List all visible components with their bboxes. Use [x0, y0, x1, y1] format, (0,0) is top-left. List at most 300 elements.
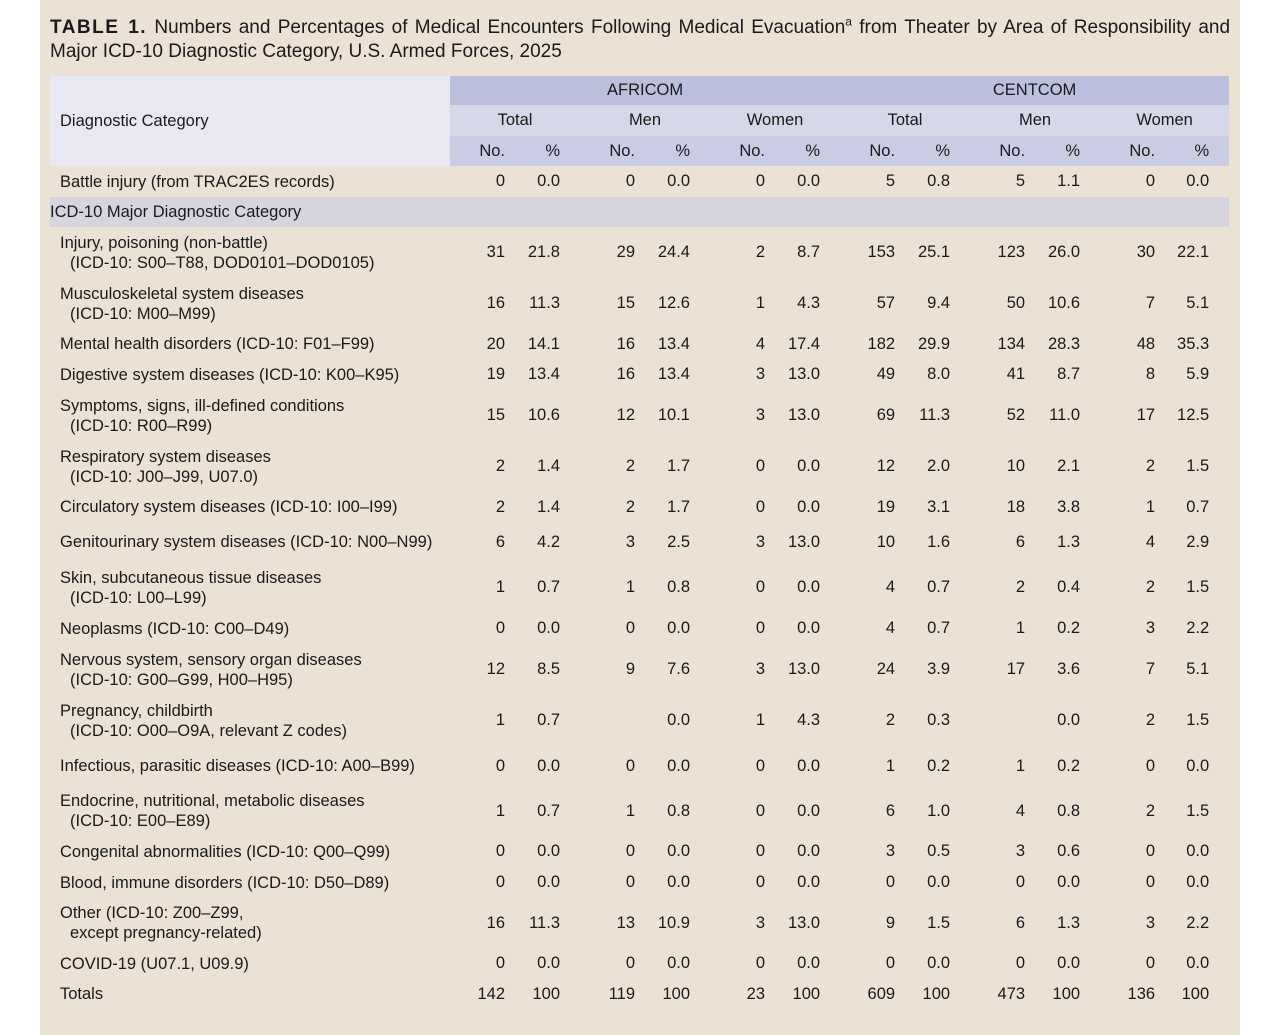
percent-cell: 1.5	[1186, 711, 1210, 729]
percent-cell: 0.0	[1186, 954, 1210, 972]
data-table	[50, 76, 1229, 1009]
percent-cell: 0.0	[927, 954, 951, 972]
percent-cell: 0.0	[667, 954, 690, 972]
percent-cell: 0.0	[927, 873, 951, 891]
no-header: No.	[580, 136, 635, 166]
percent-cell: 0.7	[537, 578, 560, 596]
percent-cell: 0.0	[797, 954, 821, 972]
row-label	[50, 359, 450, 390]
count-cell: 182	[867, 334, 896, 353]
percent-cell: 0.0	[797, 801, 821, 820]
row-label-line1: Skin, subcutaneous tissue diseases	[60, 568, 322, 587]
count-cell: 1	[495, 801, 505, 820]
count-cell: 0	[755, 497, 765, 516]
percent-cell: 2.1	[1057, 457, 1081, 475]
percent-cell: 1.6	[927, 532, 951, 551]
percent-cell: 12.6	[657, 294, 690, 312]
percent-cell: 8.0	[927, 365, 951, 383]
percent-cell: 1.7	[667, 497, 690, 516]
row-label-line1: Other (ICD-10: Z00–Z99,	[60, 904, 244, 922]
count-cell: 1	[495, 578, 505, 596]
row-label-line1: Battle injury (from TRAC2ES records)	[60, 172, 335, 191]
percent-cell: 100	[662, 984, 690, 1003]
count-cell: 123	[997, 243, 1026, 261]
percent-cell: 0.0	[667, 172, 690, 190]
percent-cell: 0.0	[1057, 873, 1081, 891]
percent-cell: 10.6	[527, 406, 560, 424]
pct-header: %	[1025, 136, 1100, 166]
table-caption	[50, 16, 1230, 64]
count-cell: 473	[997, 984, 1026, 1003]
count-cell: 4	[1015, 801, 1026, 820]
count-cell: 0	[755, 801, 765, 820]
count-cell: 13	[616, 913, 635, 932]
percent-cell: 0.8	[1057, 801, 1081, 820]
row-label-line2: (ICD-10: G00–G99, H00–H95)	[70, 670, 293, 689]
percent-cell: 5.1	[1186, 294, 1210, 312]
percent-cell: 0.0	[1057, 954, 1081, 972]
percent-cell: 25.1	[917, 243, 951, 261]
percent-cell: 4.3	[797, 711, 821, 729]
row-label	[50, 492, 450, 522]
percent-cell: 0.2	[1057, 619, 1081, 637]
percent-cell: 2.9	[1186, 532, 1210, 551]
percent-cell: 5.9	[1186, 365, 1210, 383]
count-cell: 0	[1145, 873, 1156, 891]
count-cell: 17	[1006, 660, 1026, 678]
percent-cell: 0.0	[1186, 756, 1210, 775]
count-cell: 18	[1006, 497, 1026, 516]
percent-cell: 0.7	[927, 619, 951, 637]
count-cell: 15	[486, 406, 505, 424]
percent-cell: 13.0	[787, 365, 821, 383]
percent-cell: 28.3	[1047, 334, 1081, 353]
count-cell: 29	[616, 243, 635, 261]
percent-cell: 1.5	[1186, 457, 1210, 475]
no-header: No.	[1100, 136, 1155, 166]
pct-header: %	[765, 136, 840, 166]
row-label-line1: Musculoskeletal system diseases	[60, 284, 304, 303]
row-label	[50, 390, 450, 441]
caption-text-continued: from Theater by Area of Responsibility and Major ICD-10 Diagnostic Category, U.S. Armed Forces, 2025	[50, 17, 1231, 62]
row-label	[50, 898, 450, 948]
count-cell: 1	[755, 294, 765, 312]
count-cell: 2	[755, 243, 765, 261]
percent-cell: 2.0	[927, 457, 951, 475]
percent-cell: 0.7	[1186, 497, 1210, 516]
percent-cell: 0.0	[797, 172, 821, 190]
count-cell: 0	[625, 172, 635, 190]
count-cell: 142	[477, 984, 505, 1003]
row-label	[50, 227, 450, 278]
percent-cell: 13.0	[787, 913, 821, 932]
group-header-centcom: CENTCOM	[840, 76, 1229, 105]
percent-cell: 35.3	[1177, 334, 1210, 353]
row-label-line1: Genitourinary system diseases (ICD-10: N00–N99)	[60, 533, 433, 551]
count-cell: 3	[1145, 913, 1156, 932]
percent-cell: 3.8	[1057, 497, 1081, 516]
percent-cell: 0.0	[537, 954, 560, 972]
no-header: No.	[970, 136, 1025, 166]
count-cell: 1	[1145, 497, 1156, 516]
count-cell: 0	[625, 954, 635, 972]
section-row	[50, 197, 1229, 227]
row-label-line1: Symptoms, signs, ill-defined conditions	[60, 396, 345, 415]
subgroup-header: Women	[710, 105, 840, 136]
count-cell: 0	[1145, 842, 1156, 860]
subgroup-header: Men	[970, 105, 1100, 136]
count-cell: 24	[876, 660, 896, 678]
count-cell: 0	[755, 172, 765, 190]
row-label-line1: Respiratory system diseases	[60, 447, 271, 466]
percent-cell: 0.0	[797, 842, 821, 860]
percent-cell: 0.0	[1186, 842, 1210, 860]
count-cell: 2	[1015, 578, 1026, 596]
count-cell: 3	[755, 913, 765, 932]
percent-cell: 0.0	[797, 497, 821, 516]
row-label-line2: (ICD-10: J00–J99, U07.0)	[70, 467, 259, 486]
count-cell: 0	[885, 873, 896, 891]
percent-cell: 7.6	[667, 660, 690, 678]
percent-cell: 0.0	[1186, 873, 1210, 891]
row-label	[50, 695, 450, 746]
count-cell: 23	[746, 984, 765, 1003]
count-cell: 8	[1145, 365, 1156, 383]
row-label	[50, 166, 450, 197]
pct-header: %	[635, 136, 710, 166]
table-row	[50, 898, 1229, 948]
count-cell: 16	[486, 913, 505, 932]
percent-cell: 29.9	[917, 334, 951, 353]
pct-header: %	[505, 136, 580, 166]
count-cell: 2	[495, 497, 505, 516]
row-label	[50, 278, 450, 329]
count-cell: 136	[1127, 984, 1156, 1003]
count-cell: 69	[876, 406, 896, 424]
count-cell: 153	[867, 243, 896, 261]
count-cell: 57	[876, 294, 896, 312]
count-cell: 41	[1006, 365, 1026, 383]
percent-cell: 0.7	[537, 801, 560, 820]
count-cell: 7	[1145, 294, 1156, 312]
percent-cell: 1.5	[1186, 801, 1210, 820]
percent-cell: 9.4	[927, 294, 951, 312]
percent-cell: 0.0	[537, 873, 560, 891]
table-row	[50, 441, 1229, 492]
row-label-line1: Injury, poisoning (non-battle)	[60, 233, 268, 252]
count-cell: 6	[495, 532, 505, 551]
count-cell: 0	[1015, 873, 1026, 891]
count-cell: 0	[495, 873, 505, 891]
count-cell: 2	[625, 457, 635, 475]
count-cell: 0	[495, 842, 505, 860]
row-label	[50, 644, 450, 695]
percent-cell: 1.4	[537, 497, 560, 516]
count-cell: 16	[616, 365, 635, 383]
row-label-line1: COVID-19 (U07.1, U09.9)	[60, 954, 249, 973]
count-cell: 3	[755, 365, 765, 383]
count-cell: 6	[885, 801, 896, 820]
count-cell: 0	[755, 457, 765, 475]
count-cell: 3	[755, 532, 765, 551]
row-label-line2: (ICD-10: M00–M99)	[70, 304, 216, 323]
table-row	[50, 786, 1229, 836]
row-label-line1: Congenital abnormalities (ICD-10: Q00–Q99)	[60, 842, 391, 861]
no-header: No.	[710, 136, 765, 166]
percent-cell: 0.0	[537, 756, 560, 775]
percent-cell: 0.0	[1057, 711, 1081, 729]
count-cell: 50	[1006, 294, 1026, 312]
count-cell: 16	[616, 334, 635, 353]
percent-cell: 100	[792, 984, 821, 1003]
count-cell: 5	[1015, 172, 1026, 190]
table-row	[50, 562, 1229, 613]
count-cell: 4	[885, 578, 896, 596]
percent-cell: 4.3	[797, 294, 821, 312]
percent-cell: 100	[1052, 984, 1081, 1003]
row-label-line1: Mental health disorders (ICD-10: F01–F99)	[60, 335, 375, 353]
row-label-line1: Digestive system diseases (ICD-10: K00–K95)	[60, 365, 400, 384]
table-row	[50, 836, 1229, 867]
count-cell: 1	[625, 801, 635, 820]
table-row	[50, 390, 1229, 441]
count-cell: 12	[486, 660, 505, 678]
percent-cell: 0.8	[667, 578, 690, 596]
percent-cell: 1.7	[667, 457, 690, 475]
percent-cell: 13.4	[527, 365, 560, 383]
count-cell: 2	[625, 497, 635, 516]
percent-cell: 8.7	[1057, 365, 1081, 383]
row-label-line1: Nervous system, sensory organ diseases	[60, 650, 362, 669]
percent-cell: 0.0	[667, 842, 690, 860]
percent-cell: 2.2	[1186, 619, 1210, 637]
count-cell: 119	[608, 984, 635, 1003]
count-cell: 10	[1006, 457, 1026, 475]
count-cell: 0	[495, 954, 505, 972]
count-cell: 16	[486, 294, 505, 312]
count-cell: 19	[876, 497, 896, 516]
count-cell: 0	[1145, 756, 1156, 775]
count-cell: 30	[1136, 243, 1156, 261]
percent-cell: 13.0	[787, 406, 821, 424]
count-cell: 1	[1015, 619, 1026, 637]
row-label	[50, 613, 450, 644]
percent-cell: 0.7	[927, 578, 951, 596]
percent-cell: 0.0	[537, 172, 560, 190]
percent-cell: 100	[532, 984, 560, 1003]
count-cell: 2	[1145, 457, 1156, 475]
percent-cell: 1.3	[1057, 913, 1081, 932]
count-cell: 0	[755, 873, 765, 891]
percent-cell: 0.8	[667, 801, 690, 820]
percent-cell: 26.0	[1047, 243, 1081, 261]
percent-cell: 8.5	[537, 660, 560, 678]
percent-cell: 0.5	[927, 842, 951, 860]
footnote-marker: a	[845, 14, 852, 29]
percent-cell: 0.6	[1057, 842, 1081, 860]
count-cell: 2	[885, 711, 896, 729]
count-cell: 0	[495, 756, 505, 775]
table-row	[50, 227, 1229, 278]
table-row	[50, 522, 1229, 562]
percent-cell: 13.0	[787, 660, 821, 678]
row-label	[50, 948, 450, 979]
pct-header: %	[1155, 136, 1229, 166]
percent-cell: 0.0	[537, 842, 560, 860]
count-cell: 0	[625, 842, 635, 860]
table-row	[50, 278, 1229, 329]
percent-cell: 100	[922, 984, 951, 1003]
table-row	[50, 644, 1229, 695]
count-cell: 4	[885, 619, 896, 637]
count-cell: 1	[625, 578, 635, 596]
percent-cell: 4.2	[537, 532, 560, 551]
row-label	[50, 836, 450, 867]
count-cell: 1	[495, 711, 505, 729]
count-cell: 2	[1145, 578, 1156, 596]
row-label-line1: Totals	[60, 985, 104, 1003]
count-cell: 12	[876, 457, 896, 475]
count-cell: 7	[1145, 660, 1156, 678]
percent-cell: 100	[1181, 984, 1210, 1003]
count-cell: 3	[1145, 619, 1156, 637]
percent-cell: 0.4	[1057, 578, 1081, 596]
row-label	[50, 979, 450, 1009]
row-label-line2: except pregnancy-related)	[70, 924, 262, 942]
percent-cell: 1.5	[927, 913, 951, 932]
count-cell: 5	[885, 172, 896, 190]
percent-cell: 1.5	[1186, 578, 1210, 596]
percent-cell: 0.7	[537, 711, 560, 729]
count-cell: 0	[755, 954, 765, 972]
count-cell: 4	[1145, 532, 1156, 551]
percent-cell: 0.2	[927, 756, 951, 775]
table-row	[50, 166, 1229, 197]
count-cell: 6	[1015, 913, 1026, 932]
count-cell: 1	[1015, 756, 1026, 775]
row-label	[50, 522, 450, 562]
percent-cell: 1.0	[927, 801, 951, 820]
count-cell: 49	[876, 365, 896, 383]
percent-cell: 11.3	[529, 913, 560, 932]
count-cell: 0	[625, 873, 635, 891]
row-label	[50, 867, 450, 898]
percent-cell: 24.4	[657, 243, 690, 261]
row-label	[50, 329, 450, 359]
row-label-line1: Circulatory system diseases (ICD-10: I00–I99)	[60, 498, 398, 516]
table-number: TABLE 1.	[50, 17, 148, 38]
percent-cell: 0.0	[667, 873, 690, 891]
row-label	[50, 562, 450, 613]
table-row	[50, 492, 1229, 522]
count-cell: 1	[885, 756, 896, 775]
percent-cell: 0.3	[927, 711, 951, 729]
count-cell: 2	[1145, 711, 1156, 729]
percent-cell: 8.7	[797, 243, 821, 261]
table-row	[50, 746, 1229, 786]
row-label-line1: Pregnancy, childbirth	[60, 701, 213, 720]
percent-cell: 10.6	[1047, 294, 1081, 312]
category-header: Diagnostic Category	[50, 76, 450, 166]
percent-cell: 3.6	[1057, 660, 1081, 678]
percent-cell: 0.2	[1057, 756, 1081, 775]
row-label-line2: (ICD-10: E00–E89)	[70, 812, 211, 830]
percent-cell: 13.4	[657, 334, 690, 353]
percent-cell: 0.0	[667, 756, 690, 775]
percent-cell: 0.0	[667, 619, 690, 637]
percent-cell: 0.0	[537, 619, 560, 637]
row-label-line2: (ICD-10: O00–O9A, relevant Z codes)	[70, 721, 347, 740]
count-cell: 3	[625, 532, 635, 551]
row-label-line1: Blood, immune disorders (ICD-10: D50–D89)	[60, 873, 390, 892]
percent-cell: 12.5	[1177, 406, 1210, 424]
percent-cell: 0.8	[927, 172, 951, 190]
count-cell: 2	[495, 457, 505, 475]
group-header-africom: AFRICOM	[450, 76, 840, 105]
count-cell	[970, 695, 1025, 746]
percent-cell: 1.4	[537, 457, 560, 475]
subgroup-header: Total	[450, 105, 580, 136]
row-label	[50, 441, 450, 492]
percent-cell: 3.9	[927, 660, 951, 678]
row-label-line1: Endocrine, nutritional, metabolic diseases	[60, 792, 365, 810]
count-cell: 10	[876, 532, 896, 551]
percent-cell: 2.5	[667, 532, 690, 551]
percent-cell: 11.0	[1049, 406, 1081, 424]
percent-cell: 13.0	[787, 532, 821, 551]
count-cell: 0	[755, 842, 765, 860]
table-panel	[40, 0, 1240, 1035]
table-row	[50, 329, 1229, 359]
count-cell: 15	[616, 294, 635, 312]
row-label-line2: (ICD-10: R00–R99)	[70, 416, 213, 435]
percent-cell: 17.4	[787, 334, 821, 353]
table-row	[50, 867, 1229, 898]
count-cell: 3	[885, 842, 896, 860]
count-cell: 3	[755, 406, 765, 424]
percent-cell: 1.3	[1057, 532, 1081, 551]
count-cell: 0	[1145, 954, 1156, 972]
count-cell: 4	[755, 334, 765, 353]
table-row	[50, 613, 1229, 644]
count-cell: 20	[486, 334, 505, 353]
count-cell: 6	[1015, 532, 1026, 551]
count-cell: 31	[486, 243, 505, 261]
percent-cell: 10.9	[657, 913, 690, 932]
percent-cell: 0.0	[1186, 172, 1210, 190]
count-cell: 0	[885, 954, 896, 972]
row-label	[50, 746, 450, 786]
count-cell	[580, 695, 635, 746]
percent-cell: 3.1	[927, 497, 951, 516]
count-cell: 0	[625, 756, 635, 775]
header-row-groups	[50, 76, 1229, 105]
percent-cell: 0.0	[667, 711, 690, 729]
count-cell: 17	[1136, 406, 1156, 424]
percent-cell: 0.0	[797, 578, 821, 596]
pct-header: %	[895, 136, 970, 166]
percent-cell: 11.3	[529, 294, 560, 312]
percent-cell: 0.0	[797, 756, 821, 775]
count-cell: 609	[867, 984, 896, 1003]
percent-cell: 0.0	[797, 457, 821, 475]
count-cell: 19	[486, 365, 505, 383]
count-cell: 1	[755, 711, 765, 729]
percent-cell: 11.3	[919, 406, 951, 424]
count-cell: 9	[885, 913, 896, 932]
subgroup-header: Total	[840, 105, 970, 136]
percent-cell: 22.1	[1177, 243, 1210, 261]
